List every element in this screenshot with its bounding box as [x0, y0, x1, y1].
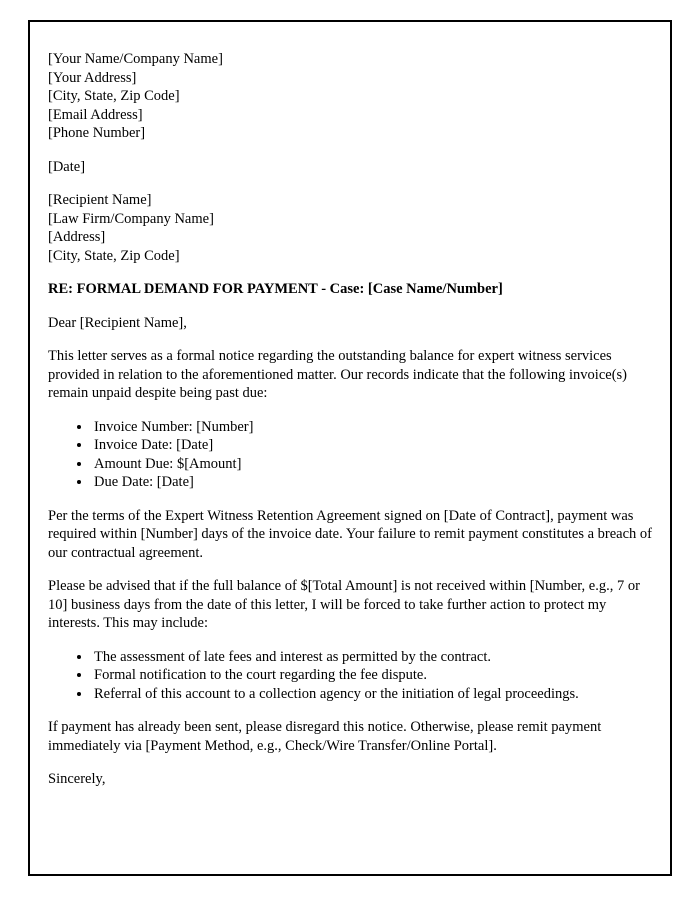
list-item-invoice-date: • Invoice Date: [Date] — [92, 436, 652, 455]
closing: Sincerely, — [48, 771, 106, 787]
sender-city-line: [City, State, Zip Code] — [48, 88, 180, 104]
sender-email-line: [Email Address] — [48, 106, 143, 123]
paragraph-remit: If payment has already been sent, please disregard this notice. Otherwise, please remit payment immediately via [Payment Method, e.g., Check/Wire Transfer/Online Portal]. — [48, 719, 602, 754]
sender-name-line: [Your Name/Company Name] — [48, 51, 223, 67]
invoice-details-list — [48, 418, 652, 492]
recipient-address-line: [Address] — [48, 229, 106, 245]
list-item-amount-due: • Amount Due: $[Amount] — [92, 455, 652, 474]
list-item-court-notification: • Formal notification to the court regarding the fee dispute. — [92, 666, 652, 685]
recipient-firm-line: [Law Firm/Company Name] — [48, 210, 214, 227]
consequences-list — [48, 648, 652, 704]
recipient-city-line: [City, State, Zip Code] — [48, 247, 180, 264]
list-item-collection-referral: • Referral of this account to a collection agency or the initiation of legal proceedings. — [92, 685, 652, 704]
subject-line: RE: FORMAL DEMAND FOR PAYMENT - Case: [Case Name/Number] — [48, 281, 503, 297]
letter-content — [30, 22, 670, 789]
paragraph-terms: Per the terms of the Expert Witness Retention Agreement signed on [Date of Contract], payment was required within [Number] days of the invoice date. Your failure to remit payment constitutes a breach of our contractual agreement. — [48, 507, 652, 561]
date-line: [Date] — [48, 158, 86, 175]
paragraph-warning: Please be advised that if the full balance of $[Total Amount] is not received within [Number, e.g., 7 or 10] business days from the date of this letter, I will be forced to take further action to protect my interests. This may include: — [48, 578, 640, 631]
paragraph-intro: This letter serves as a formal notice regarding the outstanding balance for expert witness services provided in relation to the aforementioned matter. Our records indicate that the following invoice(s) remain unpaid despite being past due: — [48, 348, 628, 401]
list-item-invoice-number: • Invoice Number: [Number] — [92, 418, 652, 437]
sender-block — [48, 50, 652, 143]
sender-address-line: [Your Address] — [48, 69, 137, 86]
sender-phone-line: [Phone Number] — [48, 125, 146, 141]
list-item-late-fees: • The assessment of late fees and interest as permitted by the contract. — [92, 648, 652, 667]
recipient-block — [48, 191, 652, 265]
salutation: Dear [Recipient Name], — [48, 314, 187, 331]
recipient-name-line: [Recipient Name] — [48, 192, 152, 208]
letter-page — [28, 20, 672, 876]
list-item-due-date: • Due Date: [Date] — [92, 473, 652, 492]
